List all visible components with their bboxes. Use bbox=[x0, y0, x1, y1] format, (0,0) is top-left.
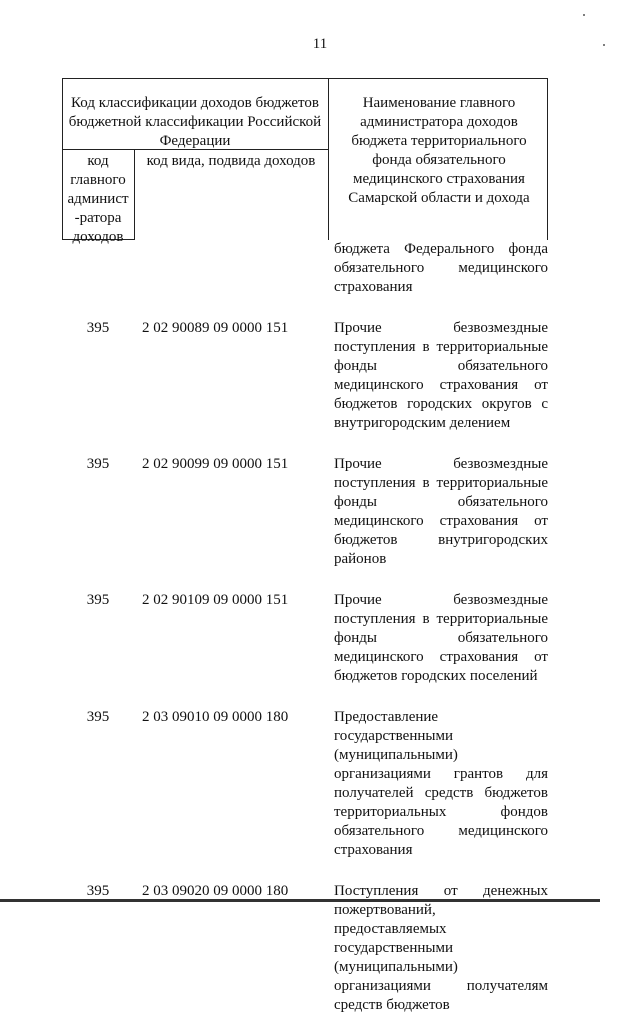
income-code-cell: 2 02 90089 09 0000 151 bbox=[142, 320, 289, 336]
admin-code-cell: 395 bbox=[86, 456, 110, 472]
income-name-cell: Поступления от денежных пожертвований, предоставляемых государственными (муниципальными) организациями получателям средств бюджетов bbox=[334, 883, 548, 1013]
scan-edge-rule bbox=[0, 899, 600, 902]
header-income-code: код вида, подвида доходов bbox=[146, 153, 316, 169]
table-header bbox=[62, 78, 548, 245]
header-group-title: Код классификации доходов бюджетов бюджетной классификации Российской Федерации bbox=[68, 95, 322, 149]
income-code-cell: 2 03 09020 09 0000 180 bbox=[142, 883, 289, 899]
table-row bbox=[62, 591, 548, 686]
table-row bbox=[62, 319, 548, 433]
income-name-cell: Прочие безвозмездные поступления в территориальные фонды обязательного медицинского страхования от бюджетов городских поселений bbox=[334, 592, 548, 684]
income-name-cell: Прочие безвозмездные поступления в территориальные фонды обязательного медицинского страхования от бюджетов внутригородских районов bbox=[334, 456, 548, 567]
admin-code-cell: 395 bbox=[86, 320, 110, 336]
admin-code-cell: 395 bbox=[86, 592, 110, 608]
income-name-cell: Прочие безвозмездные поступления в территориальные фонды обязательного медицинского страхования от бюджетов городских округов с внутригородским делением bbox=[334, 320, 548, 431]
income-name-cell: Предоставление государственными (муниципальными) организациями грантов для получателей средств бюджетов территориальных фондов обязательного медицинского страхования bbox=[334, 709, 548, 858]
income-code-cell: 2 02 90109 09 0000 151 bbox=[142, 592, 289, 608]
table-row bbox=[62, 708, 548, 860]
income-name-cell: бюджета Федерального фонда обязательного медицинского страхования bbox=[334, 241, 548, 295]
admin-code-cell: 395 bbox=[86, 883, 110, 899]
page-number: 11 bbox=[312, 36, 328, 52]
admin-code-cell: 395 bbox=[86, 709, 110, 725]
header-name: Наименование главного администратора доходов бюджета территориального фонда обязательного медицинского страхования Самарской области и дохода bbox=[348, 95, 530, 206]
income-code-cell: 2 03 09010 09 0000 180 bbox=[142, 709, 289, 725]
income-code-cell: 2 02 90099 09 0000 151 bbox=[142, 456, 289, 472]
header-admin-code: код главного админист-ратора доходов bbox=[67, 153, 129, 245]
table-row bbox=[62, 240, 548, 297]
scan-speck bbox=[603, 44, 605, 46]
table-row bbox=[62, 455, 548, 569]
scan-speck bbox=[583, 14, 585, 16]
